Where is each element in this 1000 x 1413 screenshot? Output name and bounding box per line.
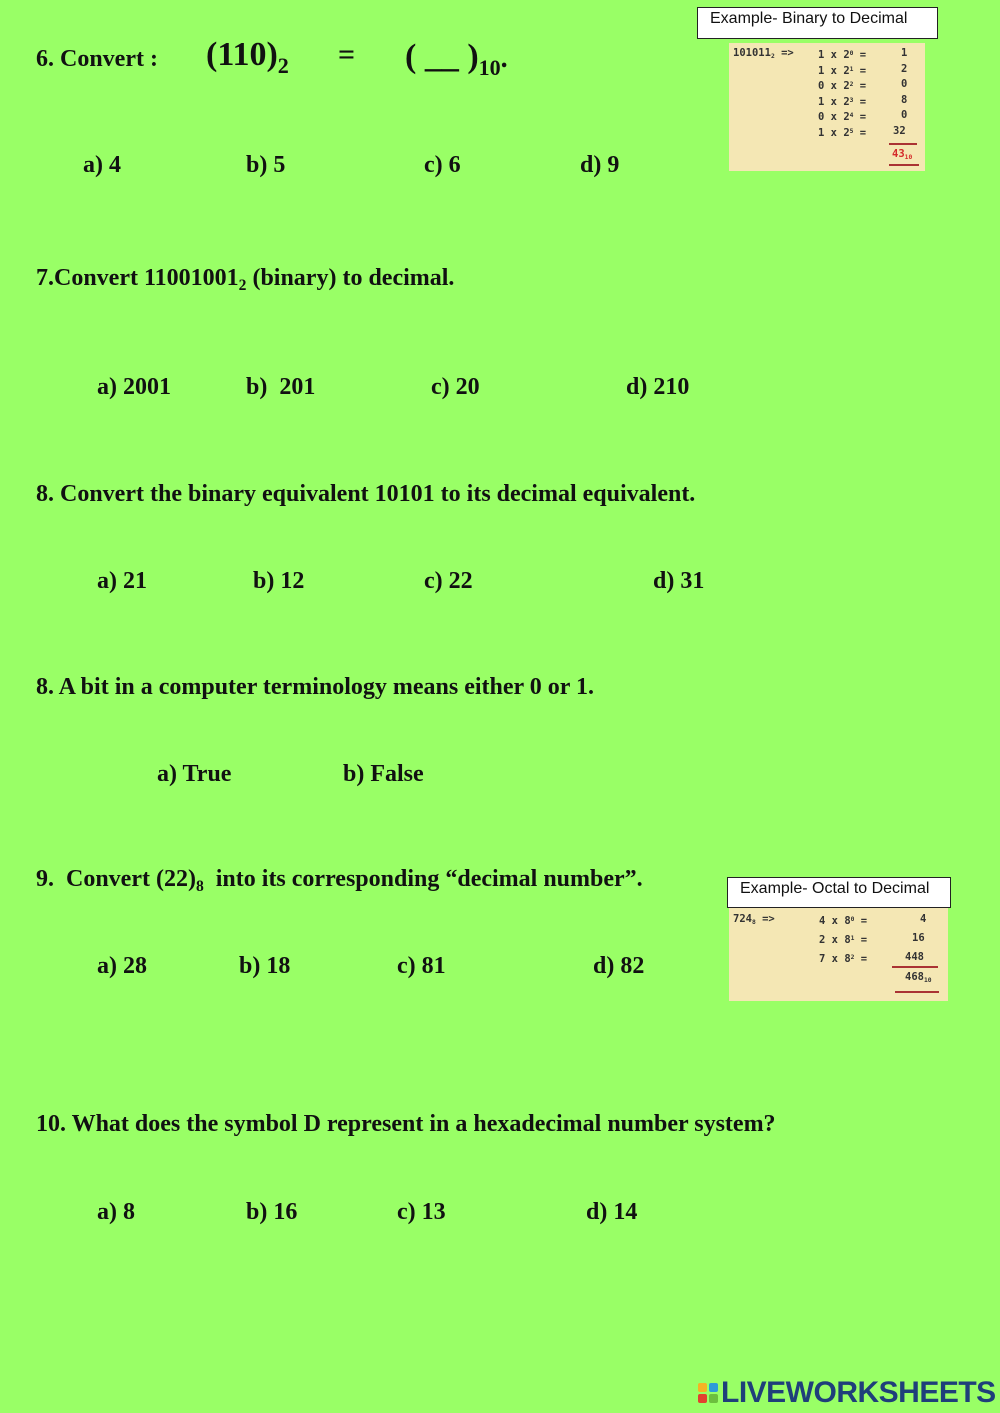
total-underline [889, 164, 919, 166]
q7-option-a[interactable]: a) 2001 [97, 374, 171, 400]
example-binary-row-value: 8 [901, 93, 908, 106]
q7-option-c[interactable]: c) 20 [431, 374, 480, 400]
q8a-option-c[interactable]: c) 22 [424, 568, 473, 594]
q8b-option-a[interactable]: a) True [157, 761, 232, 787]
q6-option-a[interactable]: a) 4 [83, 152, 121, 178]
q10-option-b[interactable]: b) 16 [246, 1199, 298, 1225]
q6-equals: = [338, 38, 356, 71]
q8a-option-a[interactable]: a) 21 [97, 568, 147, 594]
example-binary-row: 1 x $2^3$ = [818, 95, 867, 108]
q6-prefix: 6. Convert : [36, 46, 158, 72]
example-octal-row: 2 x $8^1$ = [819, 934, 868, 947]
q9-option-d[interactable]: d) 82 [593, 953, 645, 979]
total-underline [895, 991, 939, 993]
q10-option-c[interactable]: c) 13 [397, 1199, 446, 1225]
q6-option-c[interactable]: c) 6 [424, 152, 461, 178]
q9-option-c[interactable]: c) 81 [397, 953, 446, 979]
q10-text: 10. What does the symbol D represent in a hexadecimal number system? [36, 1111, 776, 1137]
example-binary-number: $101011_2$ => [733, 47, 794, 61]
example-binary-row-value: 32 [893, 124, 906, 137]
liveworksheets-logo-text: LIVEWORKSHEETS [721, 1376, 996, 1409]
q7-option-d[interactable]: d) 210 [626, 374, 690, 400]
example-binary-row-value: 0 [901, 109, 908, 121]
q8a-option-b[interactable]: b) 12 [253, 568, 305, 594]
example-binary-row: 0 x $2^2$ = [818, 80, 867, 93]
example-binary-row: 1 x $2^5$ = [818, 126, 867, 139]
q8b-option-b[interactable]: b) False [343, 761, 424, 787]
example-binary-row-value: 2 [901, 62, 908, 75]
sum-rule [892, 966, 938, 968]
example-octal-row-value: 448 [905, 951, 924, 963]
q8a-text: 8. Convert the binary equivalent 10101 to its decimal equivalent. [36, 481, 696, 507]
example-octal-total: $468_{10}$ [905, 971, 932, 985]
liveworksheets-logo-icon [698, 1383, 718, 1403]
example-binary-label: Example- Binary to Decimal [697, 7, 938, 39]
example-octal-row: 7 x $8^2$ = [819, 953, 868, 966]
example-octal-row-value: 16 [912, 932, 925, 944]
example-binary-box [729, 43, 925, 171]
q9-text: 9. Convert $(22)_8$ into its corresponding “decimal number”. [36, 866, 643, 896]
q8b-text: 8. A bit in a computer terminology means either 0 or 1. [36, 674, 594, 700]
q10-option-a[interactable]: a) 8 [97, 1199, 135, 1225]
example-octal-label: Example- Octal to Decimal [727, 877, 951, 908]
example-octal-box [729, 908, 948, 1001]
example-octal-row: 4 x $8^0$ = [819, 915, 868, 928]
q10-option-d[interactable]: d) 14 [586, 1199, 638, 1225]
q6-option-d[interactable]: d) 9 [580, 152, 620, 178]
q7-option-b[interactable]: b) 201 [246, 374, 316, 400]
liveworksheets-logo[interactable] [698, 1376, 996, 1410]
example-octal-number: $724_8$ => [733, 913, 775, 927]
example-binary-row: 1 x $2^0$ = [818, 49, 867, 62]
example-binary-row: 0 x $2^4$ = [818, 111, 867, 124]
example-binary-total: $43_{10}$ [892, 148, 913, 162]
sum-rule [889, 143, 917, 145]
q6-answer-blank: ( __ )$_{10}$. [405, 38, 508, 80]
q9-option-a[interactable]: a) 28 [97, 953, 147, 979]
example-octal-row-value: 4 [920, 913, 927, 925]
q9-option-b[interactable]: b) 18 [239, 953, 291, 979]
example-binary-row: 1 x $2^1$ = [818, 64, 867, 77]
q6-option-b[interactable]: b) 5 [246, 152, 286, 178]
q7-text: 7.Convert $11001001_2$ (binary) to decimal. [36, 265, 455, 295]
example-binary-row-value: 1 [901, 47, 908, 59]
q6-binary-value: $(110)_2$ [206, 36, 289, 78]
q8a-option-d[interactable]: d) 31 [653, 568, 705, 594]
example-binary-row-value: 0 [901, 78, 908, 90]
